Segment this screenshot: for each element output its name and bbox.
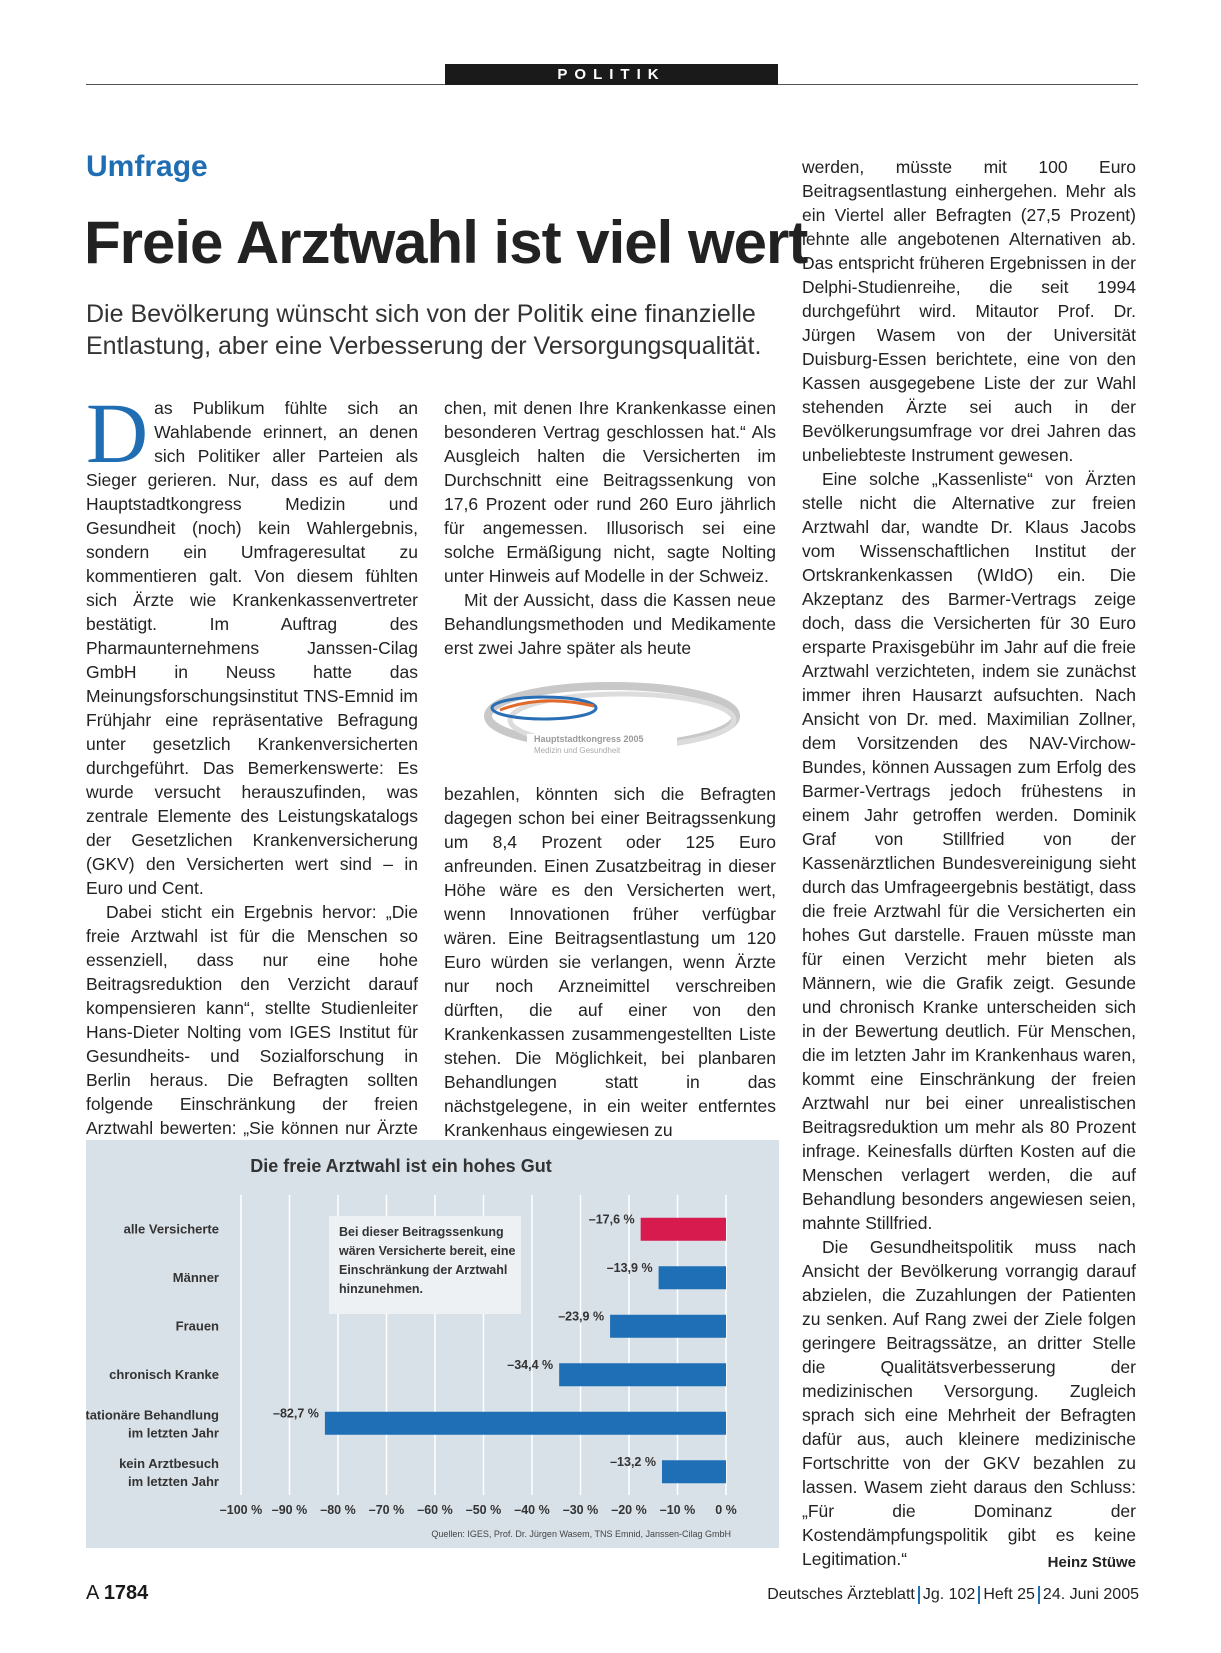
- paragraph-text: Die Gesundheitspolitik muss nach Ansicht der Bevölkerung vorrangig darauf abzielen, die Zuzahlungen der Patienten zu senken. Auf Rang zwei der Ziele folgen geringere Beitragssätze, an dritter Stelle die Qualitätsverbesserung der medizinischen Versorgung. Zugleich sprach sich eine Mehrheit der Befragten dafür aus, auch kleinere medizinische Fortschritte von der GKV bezahlen zu lassen. Wasem zieht daraus den Schluss: „Für die Dominanz der Kostendämpfungspolitik gibt es keine Legitimation.“: [802, 1237, 1136, 1569]
- x-tick-label: –30 %: [562, 1503, 599, 1517]
- congress-logo: [482, 676, 742, 772]
- paragraph: [802, 1235, 1136, 1571]
- paragraph: chen, mit denen Ihre Krankenkasse einen besonderen Vertrag geschlossen hat.“ Als Ausgleich halten die Versicherten im Durchschnitt eine Beitragssenkung von 17,6 Prozent oder rund 260 Euro jährlich für angemessen. Illusorisch sei eine solche Ermäßigung nicht, sagte Nolting unter Hinweis auf Modelle in der Schweiz.: [444, 398, 776, 586]
- separator: [1038, 1586, 1040, 1604]
- congress-logo-graphic: [482, 676, 742, 772]
- paragraph-text: as Publikum fühlte sich an Wahlabende erinnert, an denen sich Politiker aller Parteien als Sieger gerieren. Nur, dass es auf dem Hauptstadtkongress Medizin und Gesundheit (noch) kein Wahlergebnis, sondern ein Umfrageresultat zu kommentieren galt. Von diesem fühlten sich Ärzte wie Krankenkassenvertreter bestätigt. Im Auftrag des Pharmaunternehmens Janssen-Cilag GmbH in Neuss hatte das Meinungsforschungsinstitut TNS-Emnid im Frühjahr eine repräsentative Befragung unter gesetzlich Krankenversicherten durchgeführt. Das Bemerkenswerte: Es wurde versucht herauszufinden, was zentrale Elemente des Leistungskatalogs der Gesetzlichen Krankenversicherung (GKV) den Versicherten wert sind – in Euro und Cent.: [86, 398, 418, 898]
- category-label: kein Arztbesuch im letzten Jahr: [119, 1455, 219, 1489]
- chart-annotation: Bei dieser Beitragssenkung wären Versicherte bereit, eine Einschränkung der Arztwahl hinzunehmen.: [339, 1225, 516, 1296]
- bar-value-label: –13,2 %: [610, 1454, 656, 1469]
- paragraph: [86, 385, 418, 900]
- logo-line-2: Medizin und Gesundheit: [534, 746, 621, 755]
- separator: [918, 1586, 920, 1604]
- x-tick-label: –70 %: [368, 1503, 405, 1517]
- chart-panel: [86, 1140, 779, 1548]
- category-label: stationäre Behandlung im letzten Jahr: [86, 1407, 219, 1441]
- chart-source: Quellen: IGES, Prof. Dr. Jürgen Wasem, TNS Emnid, Janssen-Cilag GmbH: [431, 1529, 731, 1539]
- x-tick-label: –80 %: [320, 1503, 356, 1517]
- page-number-value: 1784: [103, 1582, 149, 1604]
- dropcap: D: [86, 385, 149, 481]
- x-tick-label: –10 %: [659, 1503, 696, 1517]
- x-tick-label: –20 %: [611, 1503, 647, 1517]
- paragraph: Eine solche „Kassenliste“ von Ärzten stelle nicht die Alternative zur freien Arztwahl dar, wandte Dr. Klaus Jacobs vom Wissenschaftlichen Institut der Ortskrankenkassen (WIdO) ein. Die Akzeptanz des Barmer-Vertrags zeige doch, dass die Versicherten für 30 Euro ersparte Praxisgebühr im Jahr auf die freie Arztwahl verzichteten, indem sie zunächst immer ihren Hausarzt aufsuchten. Nach Ansicht von Dr. med. Maximilian Zollner, dem Vorsitzenden des NAV-Virchow-Bundes, können Aussagen zum Erfolg des Barmer-Vertrags jedoch frühestens in einem Jahr getroffen werden. Dominik Graf von Stillfried von der Kassenärztlichen Bundesvereinigung sieht durch das Umfrageergebnis bestätigt, dass die freie Arztwahl für die Versicherten ein hohes Gut darstelle. Frauen müsste man für einen Verzicht mehr bieten als Männern, wie die Grafik zeigt. Gesunde und chronisch Kranke unterscheiden sich in der Bewertung deutlich. Für Menschen, die im letzten Jahr im Krankenhaus waren, kommt eine Einschränkung der freien Arztwahl nur bei einer unrealistischen Beitragsreduktion um mehr als 80 Prozent infrage. Keinesfalls dürften Kosten auf die Menschen verlagert werden, die auf Behandlung besonders angewiesen seien, mahnte Stillfried.: [802, 469, 1136, 1233]
- paragraph: Dabei sticht ein Ergebnis hervor: „Die freie Arztwahl ist für die Menschen so essenziell, dass nur eine hohe Beitragsreduktion den Verzicht darauf kompensieren kann“, stellte Studienleiter Hans-Dieter Nolting vom IGES Institut für Gesundheits- und Sozialforschung in Berlin heraus. Die Befragten sollten folgende Einschränkung der freien Arztwahl bewerten: „Sie können nur Ärzte: [86, 902, 418, 1138]
- category-label: Männer: [172, 1269, 219, 1285]
- column-2-top: [444, 396, 776, 660]
- paragraph: werden, müsste mit 100 Euro Beitragsentlastung einhergehen. Mehr als ein Viertel aller Befragten (27,5 Prozent) lehnte alle angebotenen Alternativen ab. Das entspricht früheren Ergebnissen in der Delphi-Studienreihe, die seit 1994 durchgeführt wird. Mitautor Prof. Dr. Jürgen Wasem von der Universität Duisburg-Essen berichtete, eine von den Kassen ausgegebene Liste der zur Wahl stehenden Ärzte sei auch in der Bevölkerungsumfrage vor drei Jahren das unbeliebteste Instrument gewesen.: [802, 157, 1136, 465]
- bar: [325, 1412, 726, 1435]
- bar-value-label: –23,9 %: [558, 1309, 605, 1324]
- x-tick-label: 0 %: [715, 1503, 737, 1517]
- page-prefix: A: [86, 1582, 99, 1604]
- paragraph: bezahlen, könnten sich die Befragten dagegen schon bei einer Beitragssenkung um 8,4 Prozent oder 125 Euro anfreunden. Einen Zusatzbeitrag in dieser Höhe wäre es den Versicherten wert, wenn Innovationen früher verfügbar wären. Eine Beitragsentlastung um 120 Euro würden sie verlangen, wenn Ärzte nur noch Arzneimittel verschreiben dürften, die auf einer von den Krankenkassen zusammengestellten Liste stehen. Die Möglichkeit, bei planbaren Behandlungen statt in das nächstgelegene, in ein weiter entferntes Krankenhaus eingewiesen zu: [444, 784, 776, 1140]
- page-number: [86, 1582, 148, 1605]
- bar: [662, 1460, 726, 1483]
- bar-value-label: –17,6 %: [588, 1212, 635, 1227]
- bar: [641, 1218, 726, 1241]
- bar: [610, 1315, 726, 1338]
- bar-value-label: –34,4 %: [507, 1357, 554, 1372]
- column-3: [802, 155, 1136, 1575]
- paragraph: Mit der Aussicht, dass die Kassen neue Behandlungsmethoden und Medikamente erst zwei Jahre später als heute: [444, 590, 776, 658]
- chart-title: Die freie Arztwahl ist ein hohes Gut: [250, 1156, 552, 1176]
- article-kicker: Umfrage: [86, 150, 208, 183]
- bar-chart: [86, 1140, 779, 1548]
- journal-date: 24. Juni 2005: [1042, 1586, 1139, 1604]
- separator: [978, 1586, 980, 1604]
- bar-value-label: –13,9 %: [606, 1260, 653, 1275]
- section-tag: POLITIK: [445, 64, 778, 85]
- column-1: [86, 385, 418, 1164]
- journal-volume: Jg. 102: [922, 1586, 976, 1604]
- x-tick-label: –100 %: [219, 1503, 263, 1517]
- journal-name: Deutsches Ärzteblatt: [767, 1586, 915, 1604]
- category-label: Frauen: [175, 1318, 219, 1334]
- bar-value-label: –82,7 %: [273, 1406, 319, 1421]
- x-tick-label: –50 %: [465, 1503, 502, 1517]
- bar: [659, 1266, 726, 1289]
- author-byline: Heinz Stüwe: [1047, 1554, 1136, 1571]
- x-tick-label: –90 %: [271, 1503, 308, 1517]
- x-tick-label: –40 %: [514, 1503, 550, 1517]
- category-label: alle Versicherte: [123, 1221, 219, 1237]
- journal-info: [767, 1586, 1139, 1604]
- logo-line-1: Hauptstadtkongress 2005: [534, 734, 644, 744]
- article-title: Freie Arztwahl ist viel wert: [84, 209, 808, 276]
- x-tick-label: –60 %: [417, 1503, 453, 1517]
- column-2-bottom: [444, 782, 776, 1142]
- bar: [559, 1363, 726, 1386]
- article-deck: Die Bevölkerung wünscht sich von der Politik eine finanzielle Entlastung, aber eine Verbesserung der Versorgungsqualität.: [86, 300, 762, 360]
- journal-issue: Heft 25: [983, 1586, 1035, 1604]
- category-label: chronisch Kranke: [109, 1366, 219, 1382]
